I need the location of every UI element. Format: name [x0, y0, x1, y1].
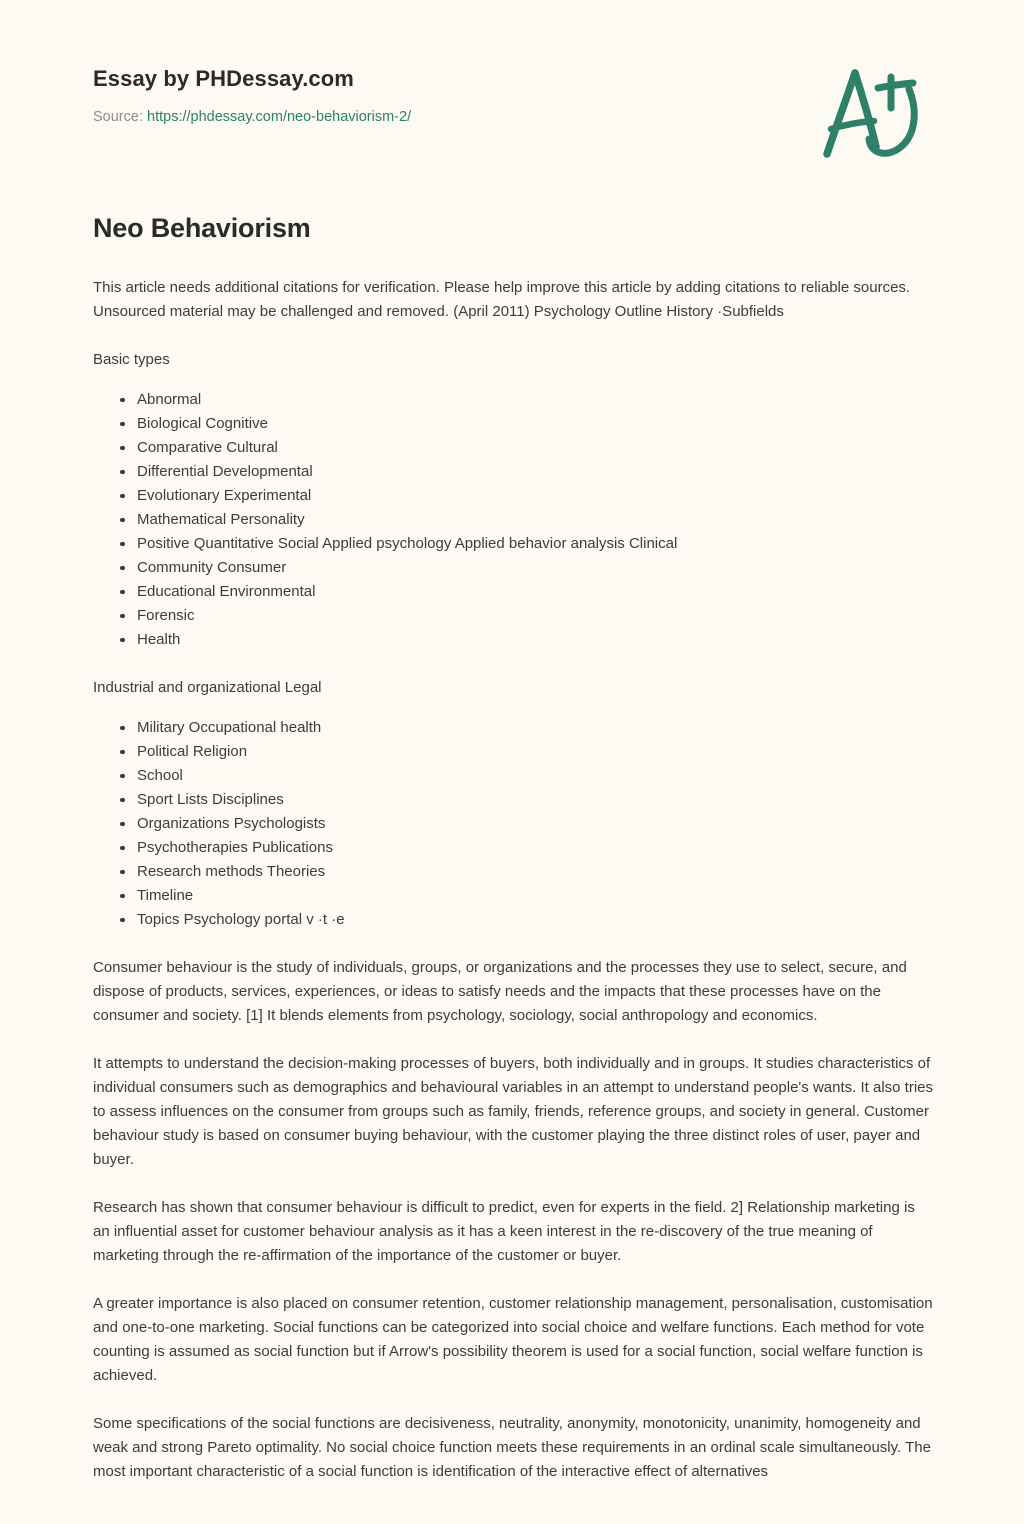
list-item: Psychotherapies Publications [93, 836, 933, 860]
list-item: Forensic [93, 604, 933, 628]
body-paragraph: Some specifications of the social functions are decisiveness, neutrality, anonymity, monotonicity, unanimity, homogeneity and weak and strong Pareto optimality. No social choice function meets these requirements in an ordinal scale simultaneously. The most important characteristic of a social function is identification of the interactive effect of alternatives [93, 1414, 931, 1480]
list-item: Organizations Psychologists [93, 812, 933, 836]
list-item: Topics Psychology portal v ·t ·e [93, 908, 933, 932]
body-paragraph: Research has shown that consumer behaviour is difficult to predict, even for experts in the field. 2] Relationship marketing is an influential asset for customer behaviour analysis as it has a keen interest in the re-discovery of the true meaning of marketing through the re-affirmation of the importance of the customer or buyer. [93, 1198, 915, 1264]
section-two-label: Industrial and organizational Legal [93, 678, 322, 696]
brand-block [93, 66, 411, 127]
list-item: Health [93, 628, 933, 652]
list-item: Timeline [93, 884, 933, 908]
list-item: Political Religion [93, 740, 933, 764]
list-item: Evolutionary Experimental [93, 484, 933, 508]
list-item: Positive Quantitative Social Applied psychology Applied behavior analysis Clinical [93, 532, 933, 556]
list-item: Comparative Cultural [93, 436, 933, 460]
list-item: Mathematical Personality [93, 508, 933, 532]
page-title: Neo Behaviorism [93, 213, 311, 243]
page-header [0, 0, 1024, 126]
section-one-label: Basic types [93, 350, 170, 368]
source-url-link[interactable]: https://phdessay.com/neo-behaviorism-2/ [147, 109, 412, 126]
list-item: Abnormal [93, 388, 933, 412]
list-item: School [93, 764, 933, 788]
article-body [93, 212, 933, 1508]
body-paragraph: It attempts to understand the decision-making processes of buyers, both individually and in groups. It studies characteristics of individual consumers such as demographics and behavioural variables in an attempt to understand people's wants. It also tries to assess influences on the consumer from groups such as family, friends, reference groups, and society in general. Customer behaviour study is based on consumer buying behaviour, with the customer playing the three distinct roles of user, payer and buyer. [93, 1054, 934, 1168]
source-line [93, 108, 411, 127]
article-intro-paragraph: This article needs additional citations for verification. Please help improve this article by adding citations to reliable sources. Unsourced material may be challenged and removed. (April 2011) Psychology Outline History ·Subfields [93, 278, 911, 320]
list-item: Educational Environmental [93, 580, 933, 604]
body-paragraph: A greater importance is also placed on consumer retention, customer relationship management, personalisation, customisation and one-to-one marketing. Social functions can be categorized into social choice and welfare functions. Each method for vote counting is assumed as social function but if Arrow's possibility theorem is used for a social function, social welfare function is achieved. [93, 1294, 933, 1384]
list-item: Community Consumer [93, 556, 933, 580]
applied-fields-list [93, 716, 933, 932]
source-label: Source: [93, 109, 143, 126]
phdessay-a-plus-logo-icon [812, 55, 932, 170]
list-item: Sport Lists Disciplines [93, 788, 933, 812]
list-item: Differential Developmental [93, 460, 933, 484]
brand-title: Essay by PHDessay.com [93, 66, 354, 91]
list-item: Biological Cognitive [93, 412, 933, 436]
list-item: Research methods Theories [93, 860, 933, 884]
body-paragraph: Consumer behaviour is the study of individuals, groups, or organizations and the processes they use to select, secure, and dispose of products, services, experiences, or ideas to satisfy needs and the impacts that these processes have on the consumer and society. [1] It blends elements from psychology, sociology, social anthropology and economics. [93, 958, 907, 1024]
list-item: Military Occupational health [93, 716, 933, 740]
basic-types-list [93, 388, 933, 652]
